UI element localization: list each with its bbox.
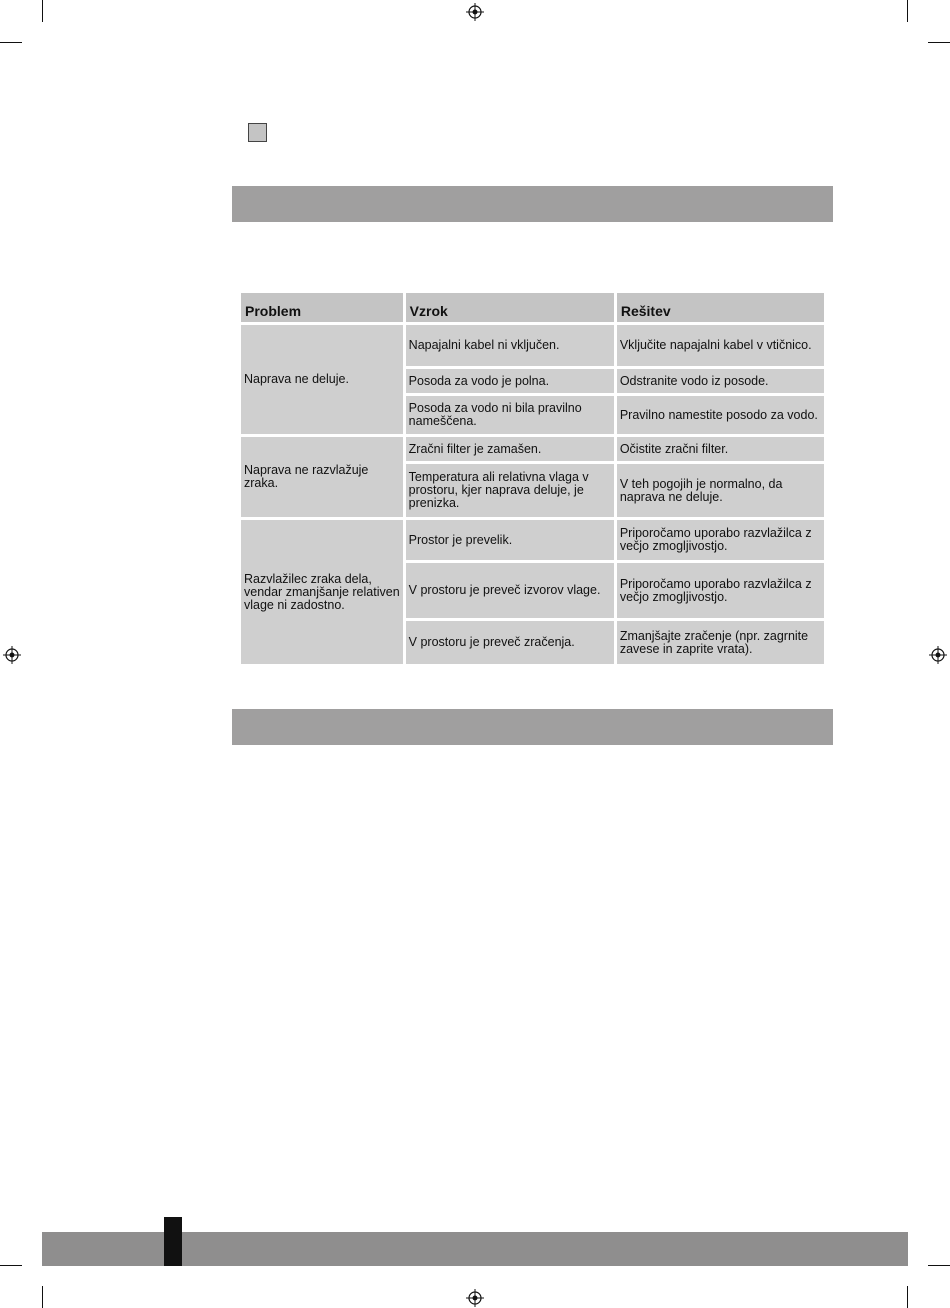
header-cause: Vzrok [406,293,614,322]
cause-cell: V prostoru je preveč zračenja. [406,621,614,664]
square-marker [248,123,267,142]
cause-cell: Zračni filter je zamašen. [406,437,614,461]
cause-cell: V prostoru je preveč izvorov vlage. [406,563,614,618]
solution-cell: Odstranite vodo iz posode. [617,369,824,393]
crop-mark-top-right-horizontal [928,42,950,43]
cause-cell: Prostor je prevelik. [406,520,614,560]
table-header-row [241,293,824,322]
cause-cell: Napajalni kabel ni vključen. [406,325,614,366]
section-header-bar [232,186,833,222]
table-row [241,520,824,560]
solution-cell: Pravilno namestite posodo za vodo. [617,396,824,434]
header-problem: Problem [241,293,403,322]
crop-mark-top-left-horizontal [0,42,22,43]
registration-mark-icon [929,646,947,664]
registration-mark-icon [466,1289,484,1307]
problem-cell: Razvlažilec zraka dela, vendar zmanjšanje relativen vlage ni zadostno. [241,520,403,664]
registration-mark-icon [466,3,484,21]
solution-cell: Vključite napajalni kabel v vtičnico. [617,325,824,366]
solution-cell: Priporočamo uporabo razvlažilca z večjo zmogljivostjo. [617,520,824,560]
troubleshooting-table [238,290,827,667]
cause-cell: Posoda za vodo je polna. [406,369,614,393]
footer-page-tab [164,1217,182,1266]
solution-cell: Priporočamo uporabo razvlažilca z večjo zmogljivostjo. [617,563,824,618]
crop-mark-bottom-left-horizontal [0,1265,22,1266]
problem-cell: Naprava ne deluje. [241,325,403,434]
solution-cell: V teh pogojih je normalno, da naprava ne deluje. [617,464,824,517]
solution-cell: Zmanjšajte zračenje (npr. zagrnite zavese in zaprite vrata). [617,621,824,664]
crop-mark-bottom-right-vertical [907,1286,908,1308]
crop-mark-top-left-vertical [42,0,43,22]
crop-mark-bottom-right-horizontal [928,1265,950,1266]
cause-cell: Posoda za vodo ni bila pravilno nameščena. [406,396,614,434]
header-solution: Rešitev [617,293,824,322]
solution-cell: Očistite zračni filter. [617,437,824,461]
cause-cell: Temperatura ali relativna vlaga v prostoru, kjer naprava deluje, je prenizka. [406,464,614,517]
crop-mark-bottom-left-vertical [42,1286,43,1308]
table-row [241,325,824,366]
crop-mark-top-right-vertical [907,0,908,22]
problem-cell: Naprava ne razvlažuje zraka. [241,437,403,517]
table-row [241,437,824,461]
section-header-bar [232,709,833,745]
registration-mark-icon [3,646,21,664]
